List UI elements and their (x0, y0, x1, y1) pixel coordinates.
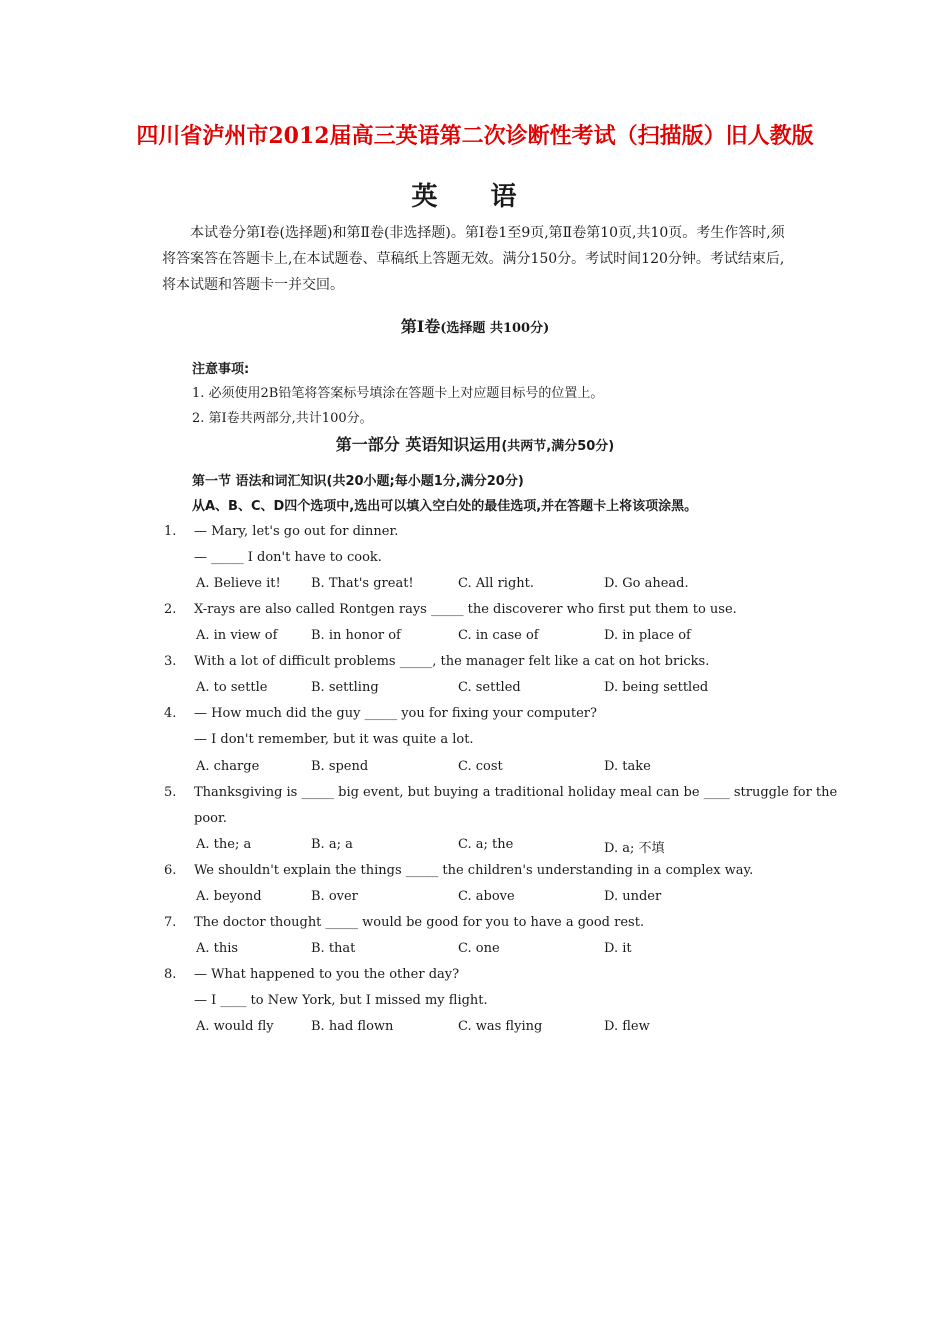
notice-item: 1. 必须使用2B铅笔将答案标号填涂在答题卡上对应题目标号的位置上。 (192, 386, 604, 401)
question-number: 6. (164, 863, 177, 878)
option-c: C. one (458, 941, 500, 956)
exam-intro: 本试卷分第Ⅰ卷(选择题)和第Ⅱ卷(非选择题)。第Ⅰ卷1至9页,第Ⅱ卷第10页,共10页。考生作答时,须将答案答在答题卡上,在本试题卷、草稿纸上答题无效。满分150分。考试时间120分钟。考试结束后,将本试题和答题卡一并交回。 (162, 225, 785, 293)
option-b: B. That's great! (311, 576, 414, 591)
option-a: A. beyond (196, 889, 262, 904)
question-line: — What happened to you the other day? (194, 967, 460, 982)
section-one-title: 第一部分 英语知识运用 (335, 435, 502, 454)
question-line: — Mary, let's go out for dinner. (194, 524, 399, 539)
option-c: C. a; the (458, 837, 514, 852)
question-line: Thanksgiving is _____ big event, but buying a traditional holiday meal can be ____ struggle for the (194, 785, 838, 800)
option-d: D. Go ahead. (604, 576, 689, 591)
question-number: 5. (164, 785, 177, 800)
option-d: D. it (604, 941, 632, 956)
option-c: C. cost (458, 759, 503, 774)
subject-heading: 英 语 (411, 182, 539, 212)
part-one-heading (0, 314, 950, 337)
notice-heading: 注意事项: (192, 362, 250, 377)
option-d: D. being settled (604, 680, 709, 695)
option-a: A. would fly (196, 1019, 274, 1034)
question-line: — I ____ to New York, but I missed my flight. (194, 993, 488, 1008)
option-c: C. above (458, 889, 515, 904)
part-one-title: 第Ⅰ卷 (400, 317, 441, 336)
option-c: C. settled (458, 680, 521, 695)
option-a: A. the; a (196, 837, 252, 852)
question-line: — _____ I don't have to cook. (194, 550, 382, 565)
part-one-note: (选择题 共100分) (440, 321, 550, 336)
question-number: 7. (164, 915, 177, 930)
question-line: With a lot of difficult problems _____, the manager felt like a cat on hot bricks. (194, 654, 710, 669)
option-b: B. in honor of (311, 628, 401, 643)
option-c: C. All right. (458, 576, 535, 591)
option-c: C. was flying (458, 1019, 543, 1034)
option-d: D. under (604, 889, 662, 904)
question-line: The doctor thought _____ would be good for you to have a good rest. (194, 915, 645, 930)
option-d: D. flew (604, 1019, 650, 1034)
question-number: 4. (164, 706, 177, 721)
question-line: — How much did the guy _____ you for fixing your computer? (194, 706, 597, 721)
question-line: — I don't remember, but it was quite a lot. (194, 732, 474, 747)
option-d: D. take (604, 759, 651, 774)
option-a: A. charge (196, 759, 260, 774)
section-one-note: (共两节,满分50分) (501, 439, 615, 454)
option-a: A. Believe it! (196, 576, 281, 591)
option-c: C. in case of (458, 628, 539, 643)
section-one-heading (0, 432, 950, 455)
question-line: X-rays are also called Rontgen rays _____ the discoverer who first put them to use. (194, 602, 737, 617)
option-b: B. over (311, 889, 358, 904)
option-d: D. a; 不填 (604, 841, 665, 856)
subsection-heading: 第一节 语法和词汇知识(共20小题;每小题1分,满分20分) (192, 474, 524, 489)
document-title: 四川省泸州市2012届高三英语第二次诊断性考试（扫描版）旧人教版 (136, 123, 814, 149)
option-b: B. settling (311, 680, 379, 695)
notice-item: 2. 第Ⅰ卷共两部分,共计100分。 (192, 411, 373, 426)
question-number: 1. (164, 524, 177, 539)
question-number: 2. (164, 602, 177, 617)
option-d: D. in place of (604, 628, 691, 643)
option-a: A. this (196, 941, 239, 956)
option-a: A. to settle (196, 680, 268, 695)
option-b: B. a; a (311, 837, 353, 852)
option-a: A. in view of (196, 628, 278, 643)
option-b: B. spend (311, 759, 369, 774)
instruction-text: 从A、B、C、D四个选项中,选出可以填入空白处的最佳选项,并在答题卡上将该项涂黑。 (192, 499, 698, 514)
question-line: poor. (194, 811, 227, 826)
question-number: 8. (164, 967, 177, 982)
question-number: 3. (164, 654, 177, 669)
question-line: We shouldn't explain the things _____ the children's understanding in a complex way. (194, 863, 754, 878)
option-b: B. had flown (311, 1019, 394, 1034)
option-b: B. that (311, 941, 356, 956)
